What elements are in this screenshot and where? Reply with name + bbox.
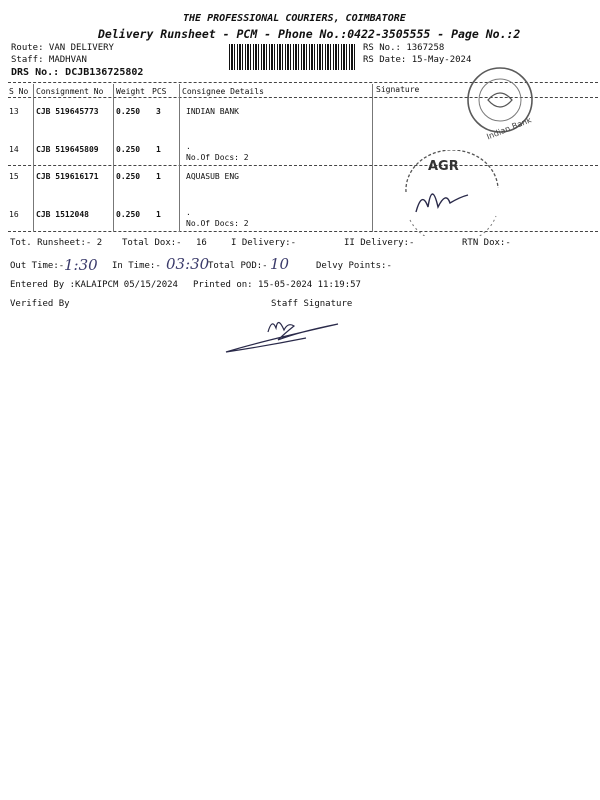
row-weight: 0.250 (116, 145, 141, 154)
drs-number: DRS No.: DCJB136725802 (11, 67, 144, 78)
staff: Staff: MADHVAN (11, 55, 87, 65)
barcode (229, 44, 355, 70)
table-bottom-rule (8, 231, 598, 232)
row-pcs: 1 (156, 145, 161, 154)
row-sno: 15 (9, 172, 19, 181)
header-consignment: Consignment No (36, 87, 104, 96)
total-dox-label: Total Dox:- (122, 238, 182, 248)
out-time-label: Out Time:- (10, 261, 65, 271)
header-weight: Weight (116, 87, 145, 96)
row-docs: No.Of Docs: 2 (186, 219, 249, 228)
row-weight: 0.250 (116, 107, 141, 116)
row-weight: 0.250 (116, 210, 141, 219)
out-time-value: 1:30 (64, 256, 98, 274)
row-consignment: CJB 1512048 (36, 210, 89, 219)
row-docs: No.Of Docs: 2 (186, 153, 249, 162)
ii-delivery: II Delivery:- (344, 238, 415, 248)
bank-stamp (455, 62, 545, 142)
i-delivery: I Delivery:- (231, 238, 297, 248)
company-name: THE PROFESSIONAL COURIERS, COIMBATORE (183, 13, 406, 24)
row-consignment: CJB 519645809 (36, 145, 99, 154)
row-details: AQUASUB ENG (186, 172, 239, 181)
entered-by: Entered By :KALAIPCM 05/15/2024 (10, 280, 178, 290)
col-divider (113, 84, 114, 232)
header-consignee: Consignee Details (182, 87, 264, 96)
mid-rule (8, 165, 598, 166)
total-pod-value: 10 (270, 255, 290, 273)
row-details: . (186, 208, 191, 217)
row-consignment: CJB 519645773 (36, 107, 99, 116)
row-pcs: 1 (156, 172, 161, 181)
agr-stamp (396, 150, 508, 236)
rs-number: RS No.: 1367258 (363, 43, 445, 53)
delvy-points: Delvy Points:- (316, 261, 392, 271)
header-pcs: PCS (152, 87, 167, 96)
printed-on: Printed on: 15-05-2024 11:19:57 (193, 280, 361, 290)
row-details: . (186, 142, 191, 151)
col-divider (372, 84, 373, 232)
verified-by: Verified By (10, 299, 70, 309)
row-pcs: 1 (156, 210, 161, 219)
tot-runsheet: Tot. Runsheet:- 2 (10, 238, 103, 248)
rs-date: RS Date: 15-May-2024 (363, 55, 472, 65)
col-divider (179, 84, 180, 232)
header-sno: S No (9, 87, 29, 96)
col-divider (33, 84, 34, 232)
rtn-dox: RTN Dox:- (462, 238, 511, 248)
staff-signature-scrawl (222, 308, 382, 358)
row-details: INDIAN BANK (186, 107, 239, 116)
route: Route: VAN DELIVERY (11, 43, 114, 53)
in-time-value: 03:30 (166, 255, 210, 273)
total-pod-label: Total POD:- (208, 261, 268, 271)
row-pcs: 3 (156, 107, 161, 116)
in-time-label: In Time:- (112, 261, 161, 271)
row-sno: 16 (9, 210, 19, 219)
row-consignment: CJB 519616171 (36, 172, 99, 181)
agr-stamp-text: AGR (428, 159, 459, 174)
header-signature: Signature (376, 85, 420, 94)
row-weight: 0.250 (116, 172, 141, 181)
total-dox-value: 16 (196, 238, 207, 248)
staff-signature-label: Staff Signature (271, 299, 353, 309)
bank-stamp-text: Indian Bank (485, 115, 533, 142)
row-sno: 13 (9, 107, 19, 116)
row-sno: 14 (9, 145, 19, 154)
runsheet-title: Delivery Runsheet - PCM - Phone No.:0422-3505555 - Page No.:2 (98, 27, 521, 41)
